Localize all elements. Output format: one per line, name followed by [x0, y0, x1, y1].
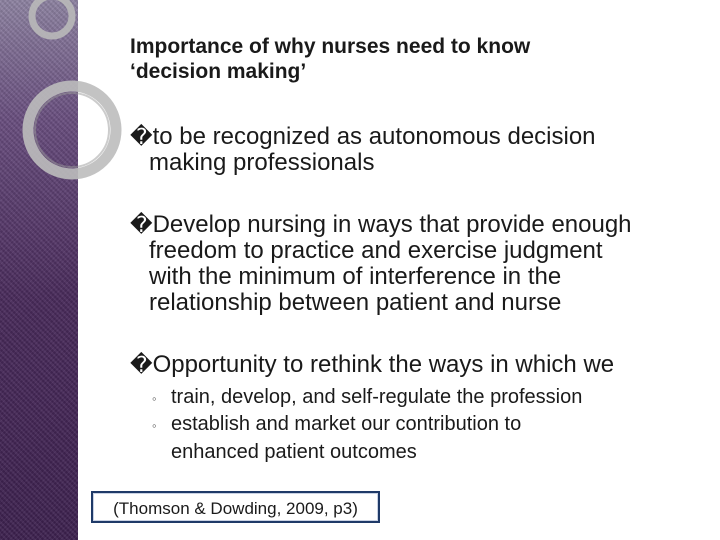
bullet-glyph: �	[130, 212, 153, 237]
bullet-glyph: �	[130, 352, 153, 377]
bullet-3	[130, 352, 700, 378]
title-line-2: ‘decision making’	[130, 60, 307, 83]
subbullet-2-line-2: enhanced patient outcomes	[171, 441, 417, 463]
subbullet-glyph: ◦	[152, 418, 157, 433]
subbullet-glyph: ◦	[152, 391, 157, 406]
subbullet-1-line-1: train, develop, and self-regulate the profession	[171, 386, 583, 408]
subbullet-1	[152, 384, 702, 412]
bullet-2-line-4: relationship between patient and nurse	[149, 289, 562, 316]
bullet-glyph: �	[130, 124, 153, 149]
bullet-2	[130, 212, 700, 316]
bullet-3-line-1: Opportunity to rethink the ways in which we	[152, 351, 615, 378]
bullet-1-line-2: making professionals	[149, 149, 375, 176]
bullet-2-line-3: with the minimum of interference in the	[149, 263, 562, 290]
subbullet-2	[152, 411, 702, 465]
bullet-2-line-1: Develop nursing in ways that provide enough	[152, 211, 632, 238]
subbullet-2-line-1: establish and market our contribution to	[171, 413, 522, 435]
bullet-1-line-1: to be recognized as autonomous decision	[152, 123, 596, 150]
bullet-2-line-2: freedom to practice and exercise judgment	[149, 237, 603, 264]
bullet-1	[130, 124, 700, 176]
decorative-sidebar	[0, 0, 78, 540]
citation-box: (Thomson & Dowding, 2009, p3)	[91, 491, 380, 523]
slide-title	[130, 34, 690, 84]
title-line-1: Importance of why nurses need to know	[130, 35, 531, 58]
